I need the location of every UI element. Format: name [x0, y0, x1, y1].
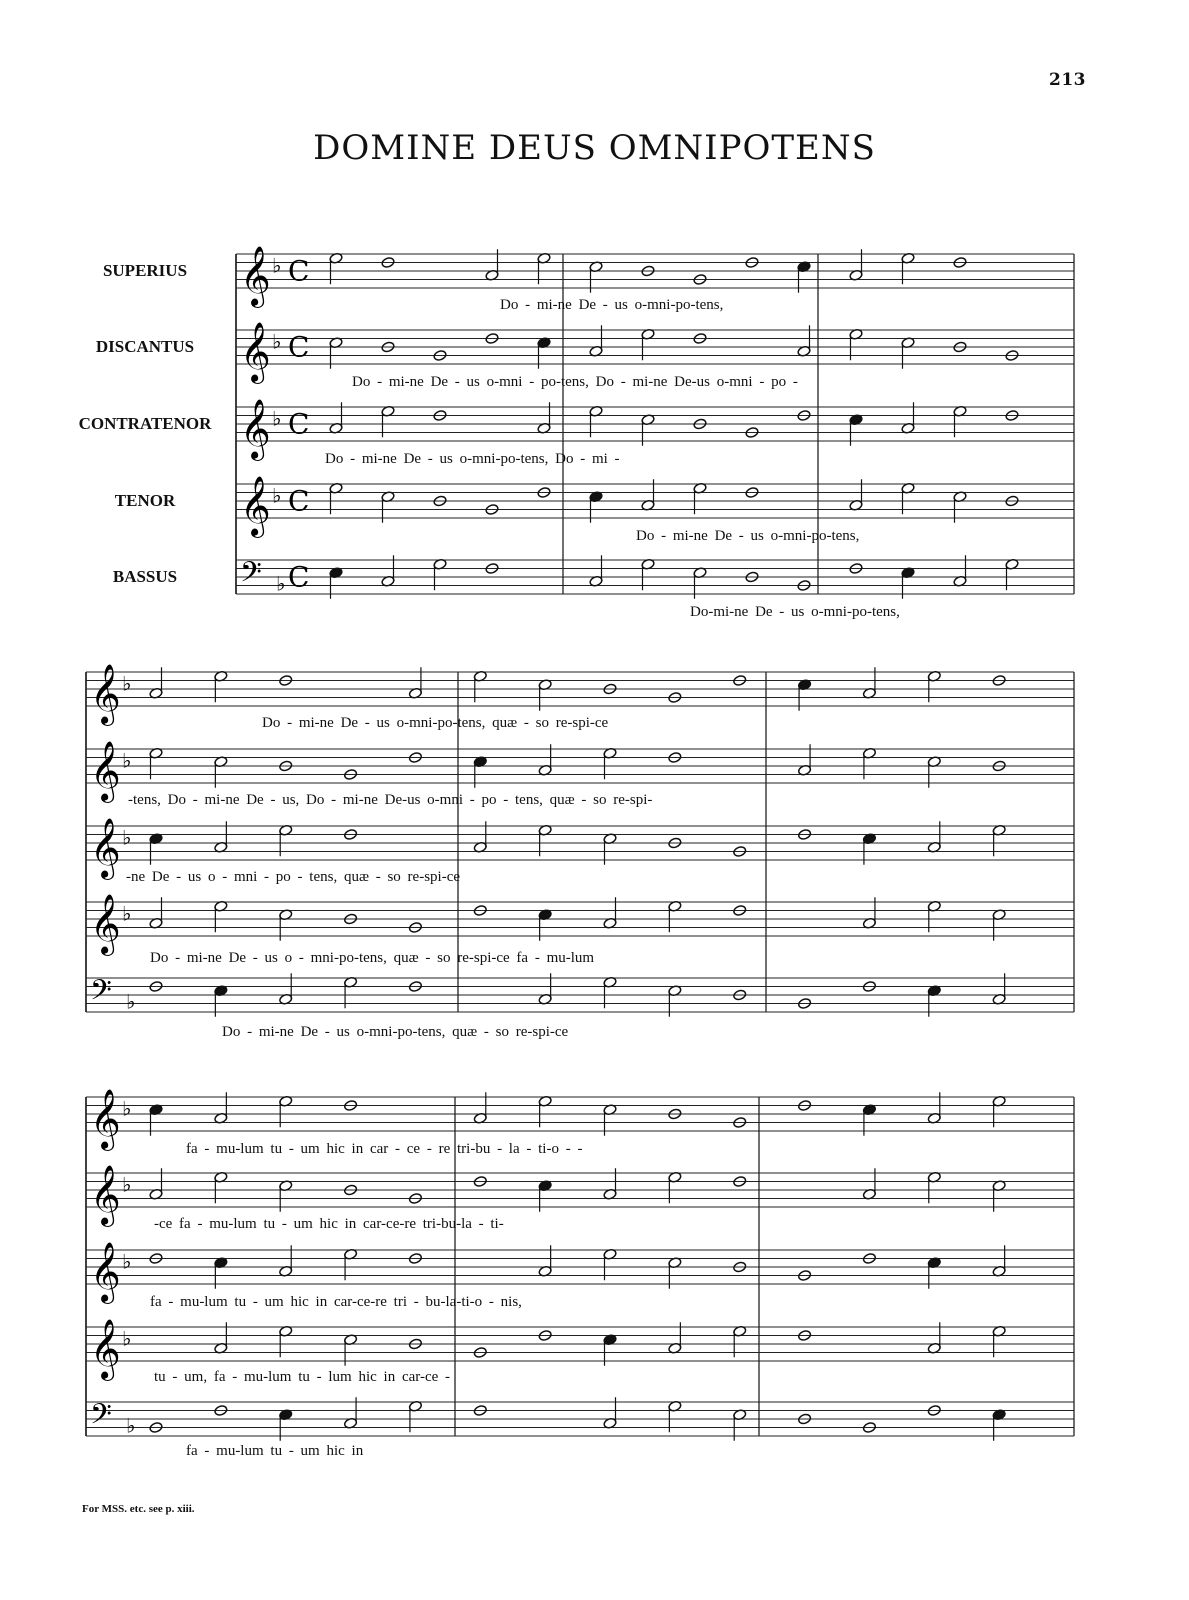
lyric-line: Do-mi-ne De - us o-mni-po-tens,: [690, 604, 900, 620]
flat-sign: ♭: [272, 329, 282, 354]
flat-sign: ♭: [122, 748, 132, 773]
flat-sign: ♭: [276, 571, 286, 596]
voice-label-superius: SUPERIUS: [102, 261, 188, 280]
bass-clef: 𝄢: [90, 1398, 112, 1439]
flat-sign: ♭: [122, 1326, 132, 1351]
lyric-line: Do - mi-ne De - us o-mni-po-tens,: [636, 528, 860, 544]
flat-sign: ♭: [126, 989, 136, 1014]
flat-sign: ♭: [272, 406, 282, 431]
lyric-line: fa - mu-lum tu - um hic in car - ce - re tri-bu - la - ti-o - -: [186, 1141, 583, 1157]
treble-clef: 𝄞: [90, 1089, 121, 1150]
lyric-line: fa - mu-lum tu - um hic in: [186, 1443, 364, 1459]
treble-clef: 𝄞: [90, 664, 121, 725]
lyric-line: Do - mi-ne De - us o-mni-po-tens,: [500, 297, 724, 313]
flat-sign: ♭: [272, 483, 282, 508]
treble-clef: 𝄞: [90, 1319, 121, 1380]
lyric-line: Do - mi-ne De - us o-mni-po-tens, quæ - so re-spi-ce: [262, 715, 609, 731]
treble-clef: 𝄞: [240, 476, 271, 537]
treble-clef: 𝄞: [240, 322, 271, 383]
lyric-line: Do - mi-ne De - us o-mni-po-tens, quæ - so re-spi-ce: [222, 1024, 569, 1040]
treble-clef: 𝄞: [240, 246, 271, 307]
lyric-line: tu - um, fa - mu-lum tu - lum hic in car-ce -: [154, 1369, 451, 1385]
treble-clef: 𝄞: [90, 741, 121, 802]
time-signature: C: [288, 254, 310, 288]
lyric-line: -tens, Do - mi-ne De - us, Do - mi-ne De-us o-mni - po - tens, quæ - so re-spi-: [128, 792, 653, 808]
treble-clef: 𝄞: [90, 894, 121, 955]
lyric-line: -ce fa - mu-lum tu - um hic in car-ce-re tri-bu-la - ti-: [154, 1216, 504, 1232]
lyric-line: Do - mi-ne De - us o - mni-po-tens, quæ - so re-spi-ce fa - mu-lum: [150, 950, 595, 966]
treble-clef: 𝄞: [90, 818, 121, 879]
voice-label-discantus: DISCANTUS: [95, 337, 195, 356]
bass-clef: 𝄢: [90, 974, 112, 1015]
bass-clef: 𝄢: [240, 556, 262, 597]
voice-label-contratenor: CONTRATENOR: [78, 414, 212, 433]
time-signature: C: [288, 330, 310, 364]
flat-sign: ♭: [122, 1172, 132, 1197]
lyric-line: -ne De - us o - mni - po - tens, quæ - so re-spi-ce: [126, 869, 461, 885]
voice-label-tenor: TENOR: [114, 491, 176, 510]
flat-sign: ♭: [122, 901, 132, 926]
time-signature: C: [288, 407, 310, 441]
page-title: DOMINE DEUS OMNIPOTENS: [313, 128, 876, 168]
treble-clef: 𝄞: [90, 1165, 121, 1226]
treble-clef: 𝄞: [240, 399, 271, 460]
flat-sign: ♭: [122, 825, 132, 850]
lyric-line: Do - mi-ne De - us o-mni - po-tens, Do - mi-ne De-us o-mni - po -: [352, 374, 798, 390]
flat-sign: ♭: [122, 1096, 132, 1121]
voice-label-bassus: BASSUS: [112, 567, 178, 586]
flat-sign: ♭: [122, 1249, 132, 1274]
page-number: 213: [1049, 70, 1086, 90]
time-signature: C: [288, 484, 310, 518]
lyric-line: fa - mu-lum tu - um hic in car-ce-re tri - bu-la-ti-o - nis,: [150, 1294, 522, 1310]
time-signature: C: [288, 560, 310, 594]
flat-sign: ♭: [126, 1413, 136, 1438]
footnote: For MSS. etc. see p. xiii.: [82, 1503, 195, 1515]
lyric-line: Do - mi-ne De - us o-mni-po-tens, Do - mi -: [325, 451, 620, 467]
treble-clef: 𝄞: [90, 1242, 121, 1303]
flat-sign: ♭: [272, 253, 282, 278]
flat-sign: ♭: [122, 671, 132, 696]
